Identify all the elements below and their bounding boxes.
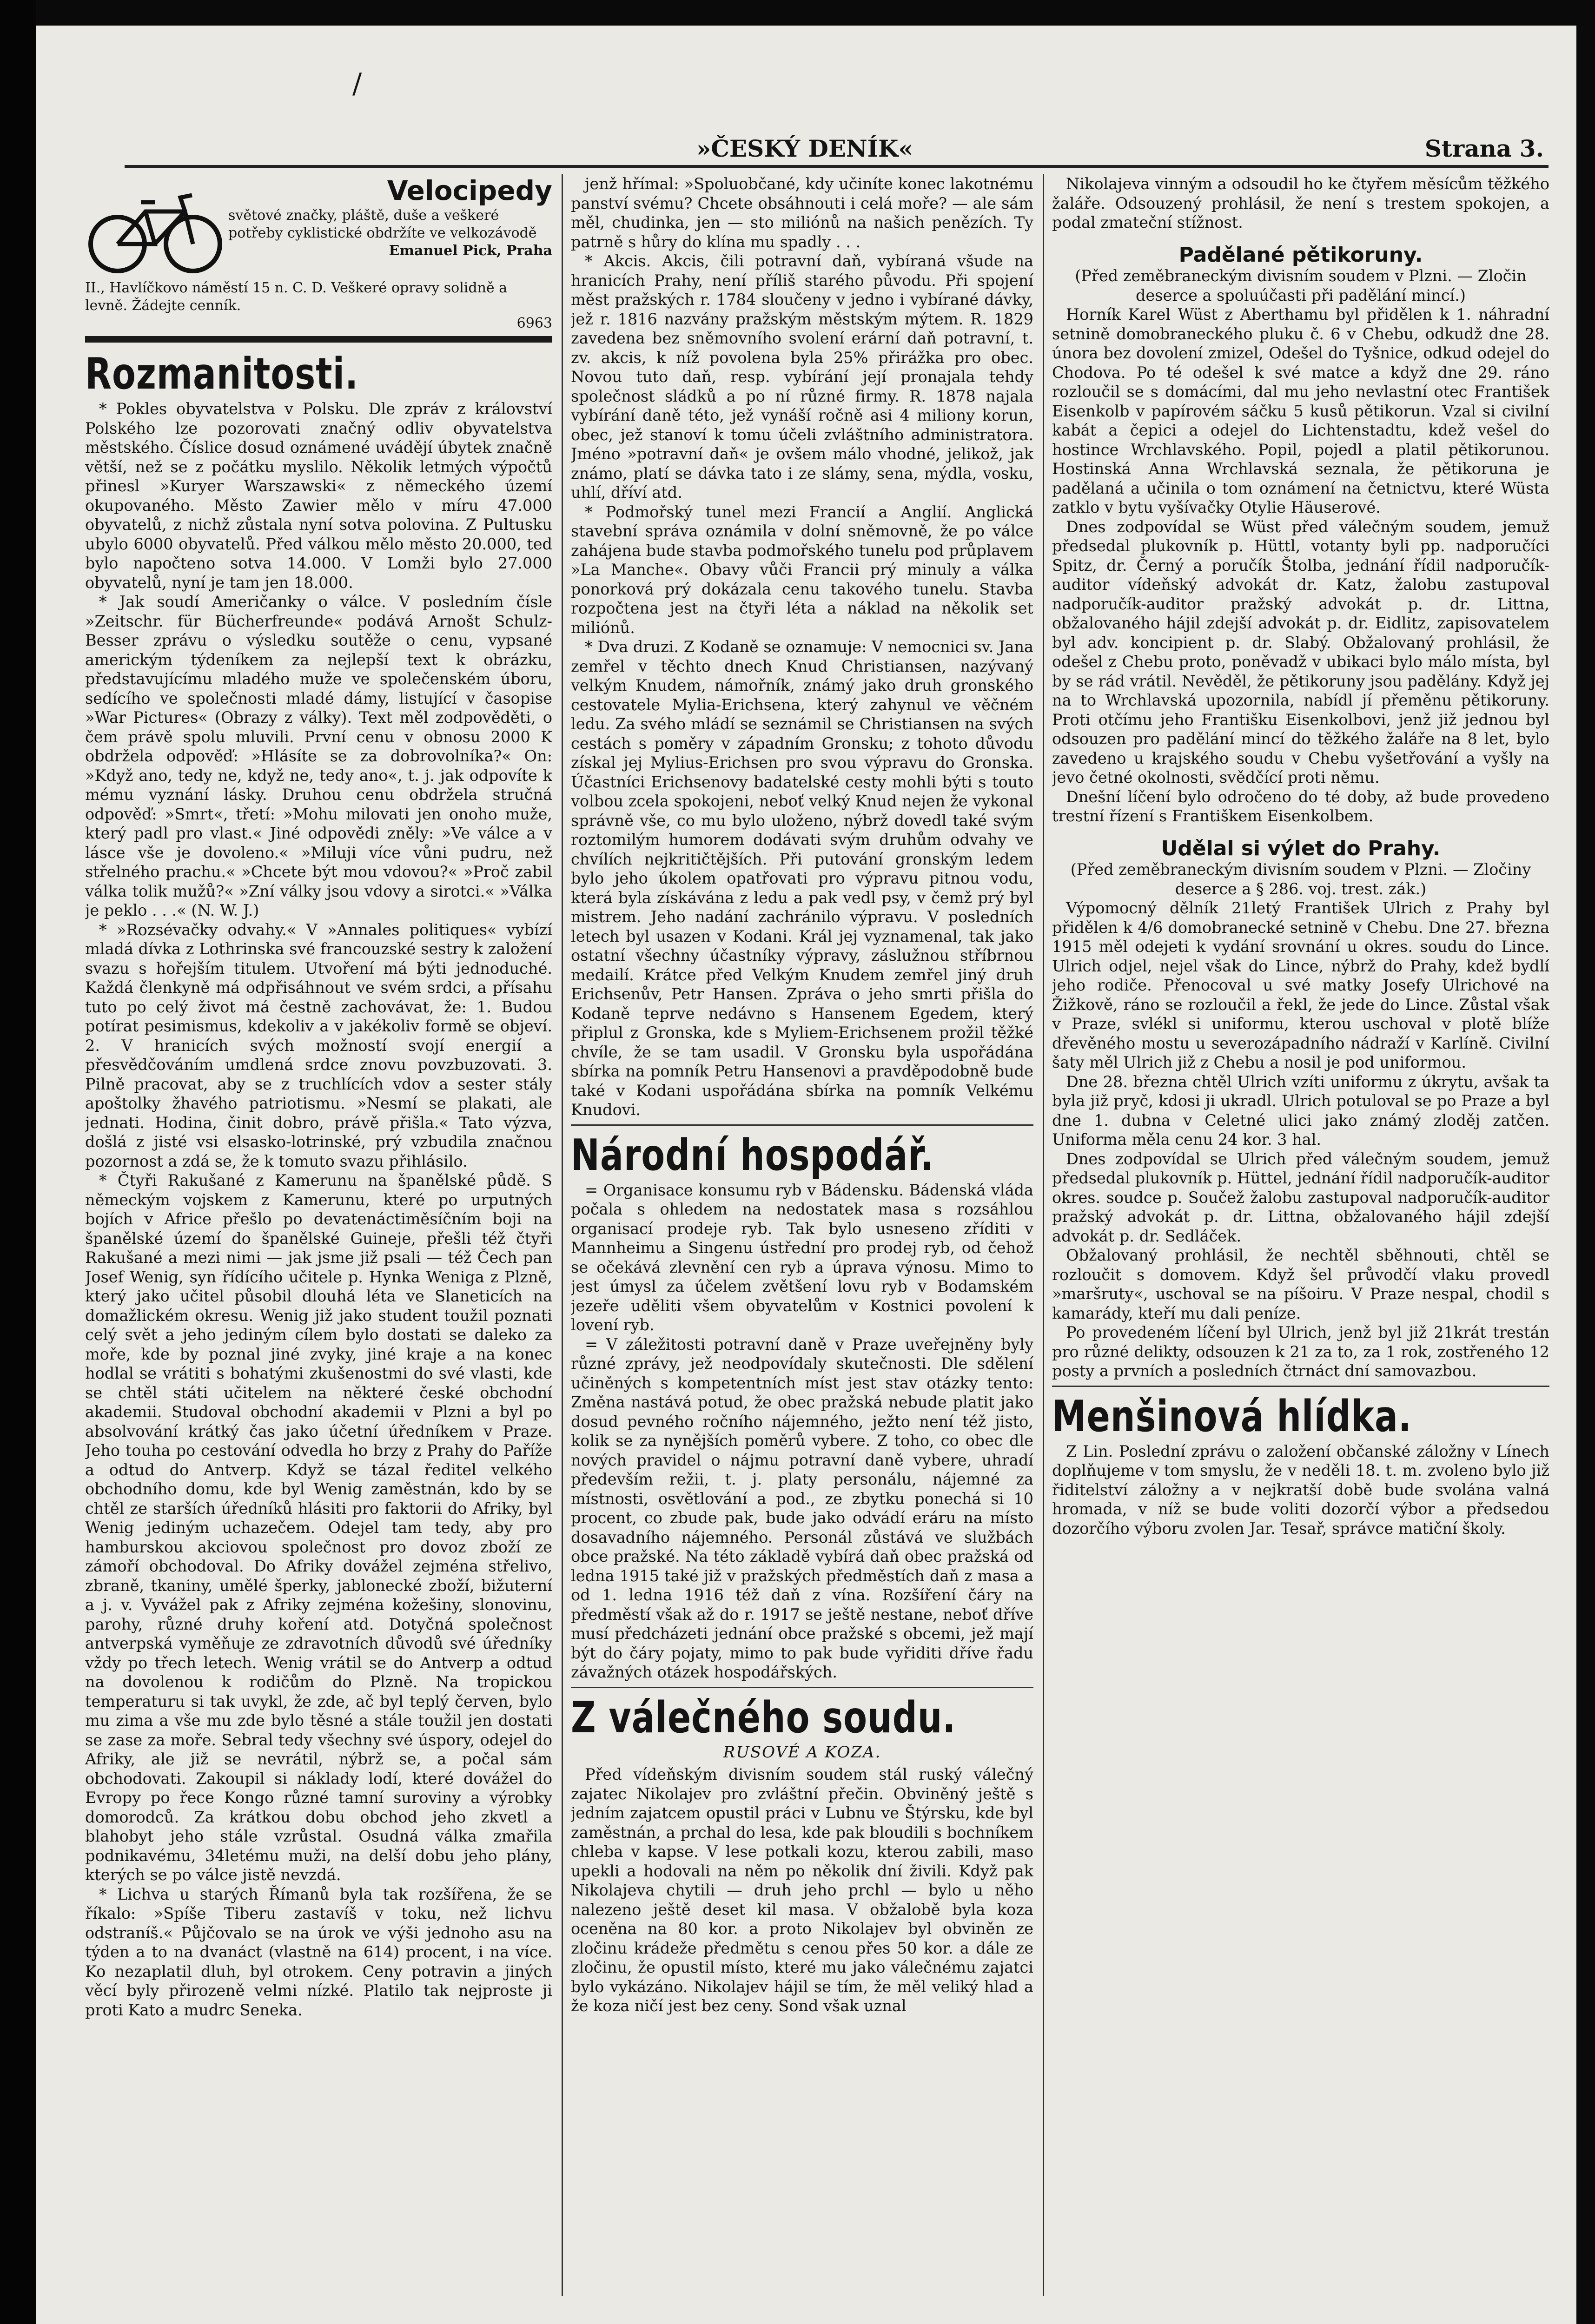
newspaper-title: »ČESKÝ DENÍK«	[696, 135, 913, 162]
article-wust-3: Dnešní líčení bylo odročeno do té doby, až bude provedeno trestní řízení s Františkem Eisenkolbem.	[1052, 787, 1549, 825]
newspaper-page	[36, 26, 1576, 2324]
article-kamerun: * Čtyři Rakušané z Kamerunu na španělské půdě. S německým vojskem z Kamerunu, které po urputných bojích v Africe přešlo po devatenáctiměsíčním boji na španělské území do španělské Guineje, přešli též čtyři Rakušané a mezi nimi — jak jsme již psali — též Čech pan Josef Wenig, syn řídícího učitele p. Hynka Weniga z Plzně, který jako učitel působil dlouhá léta ve Slaneticích na domažlickém okresu. Wenig již jako student toužil poznati celý svět a jeho jediným cílem bylo dostati se daleko za moře, kde by poznal jiné zvyky, jiné kraje a na konec hodlal se vrátiti s bohatými zkušenostmi do své vlasti, kde se chtěl státi učitelem na některé české obchodní akademii. Studoval obchodní akademii v Plzni a byl po absolvování krátký čas jako účetní úředníkem v Praze. Jeho touha po cestování odvedla ho brzy z Prahy do Paříže a odtud do Antverp. Když se tázal ředitel velkého obchodního domu, kde byl Wenig zaměstnán, kdo by se chtěl ze starších úředníků hlásiti pro faktorii do Afriky, byl Wenig jediným uchazečem. Odejel tam tedy, aby pro hamburskou akciovou společnost pro dovoz zboží ze zámoří obchodoval. Do Afriky dovážel zejména střelivo, zbraně, tkaniny, umělé šperky, jablonecké zboží, bižuterní a j. v. Vyvážel pak z Afriky zejména kožešiny, slonovinu, parohy, různé druhy koření atd. Dotyčná společnost antverpská vyměňuje ze zdravotních důvodů své úředníky vždy po třech letech. Wenig vrátil se do Antverp a odtud na dovolenou k rodičům do Plzně. Na tropickou temperaturu si tak uvykl, že zde, ač byl teplý červen, bylo mu zima a vše mu zde bylo těsné a stále toužil jen dostati se zase za moře. Sebral tedy všechny své úspory, odejel do Afriky, ale již se nevrátil, nýbrž se, a počal sám obchodovati. Zakoupil si náklady lodí, které dovážel do Evropy po řece Kongo různé tamní suroviny a výrobky domorodců. Za krátkou dobu obchod jeho zkvetl a blahobyt jeho stále vzrůstal. Osudná válka zmařila podnikavému, 34letému muži, na delší dobu jeho plány, kterých se po válce jistě nevzdá.	[85, 1171, 552, 1884]
ad-code: 6963	[516, 315, 552, 331]
article-wust-2: Dnes zodpovídal se Wüst před válečným soudem, jemuž předsedal plukovník p. Hüttl, votanty byli pp. nadporučíci Spitz, dr. Černý a poručík Štolba, jednání řídil nadporučík-auditor vídeňský advokát dr. Katz, žalobu zastupoval nadporučík-auditor pražský advokát p. dr. Littna, obžalovaného hájil zdejší advokát p. dr. Eidlitz, zapisovatelem byl adv. koncipient p. dr. Slabý. Obžalovaný prohlásil, že odešel z Chebu proto, poněvadž v ubikaci bylo málo místa, byl by se rád vrátil. Nevěděl, že pětikoruny jsou padělány. Když jej na to Wrchlavská upozornila, nabídl jí přeměnu pětikoruny. Proti otčímu jeho Františku Eisenkolbovi, jenž již jednou byl odsouzen pro padělání mincí do těžkého žaláře na 8 let, bylo zavedeno u krajského soudu v Chebu vyšetřování a vyšly na jevo četné okolnosti, svědčící proti němu.	[1052, 517, 1549, 786]
article-liny: Z Lin. Poslední zprávu o založení občanské záložny v Línech doplňujeme v tom smyslu, že v neděli 18. t. m. zvoleno bylo již řiditelství záložny a v nejkratší době bude svolána valná hromada, v níž se bude voliti dozorčí výbor a předsedou dozorčího výboru zvolen Jar. Tesař, správce matiční školy.	[1052, 1442, 1549, 1538]
column-rule-2	[1043, 174, 1044, 2296]
pencil-mark: /	[352, 67, 362, 100]
divider	[571, 1124, 1033, 1126]
article-ulrich-2: Dne 28. března chtěl Ulrich vzíti uniformu z úkrytu, avšak ta byla již pryč, kdosi ji ukradl. Ulrich potuloval se po Praze a byl dne 1. dubna v Celetné ulici jako známý zloděj zatčen. Uniforma měla cenu 24 kor. 3 hal.	[1052, 1072, 1549, 1149]
article-tunel: * Podmořský tunel mezi Francií a Anglií. Anglická stavební správa oznámila v dolní sněmovně, že po válce zahájena bude stavba podmořského tunelu pod průplavem »La Manche«. Obavy vůči Francii prý minuly a válka ponorková prý dokázala cenu takového tunelu. Stavba rozpočtena jest na čtyři léta a náklad na několik set miliónů.	[571, 502, 1033, 637]
heading-vylet-do-prahy: Udělal si výlet do Prahy.	[1161, 836, 1441, 860]
column-1	[85, 174, 552, 2301]
section-heading-mensinova-hlidka: Menšinová hlídka.	[1052, 1391, 1412, 1441]
divider	[1052, 1386, 1549, 1387]
column-3	[1052, 174, 1549, 2301]
column-2	[571, 174, 1033, 2301]
article-ryby: = Organisace konsumu ryb v Bádensku. Bádenská vláda počala s ohledem na nedostatek masa s rozsáhlou organisací prodeje ryb. Tak bylo usneseno zříditi v Mannheimu a Singenu ústřední pro prodej ryb, od čehož se očekává zlevnění cen ryb a úprava výnosu. Mimo to jest úmysl za účelem zvětšení lovu ryb v Bodamském jezeře uděliti všem obyvatelům v Kostnici povolení k lovení ryb.	[571, 1181, 1033, 1334]
article-ulrich-4: Obžalovaný prohlásil, že nechtěl sběhnouti, chtěl se rozloučit s domovem. Když šel průvodčí vlaku provedl »maršruty«, uschoval se na píšoiru. V Praze nespal, chodil s kamarády, kteří mu dali peníze.	[1052, 1246, 1549, 1322]
ad-body: světové značky, pláště, duše a veškeré potřeby cyklistické obdržíte ve velkozávodě	[228, 207, 537, 241]
ad-title: Velocipedy	[387, 175, 552, 206]
subheading-rusove-a-koza: RUSOVÉ A KOZA.	[723, 1743, 881, 1762]
article-pokles: * Pokles obyvatelstva v Polsku. Dle zpráv z království Polského lze pozorovati značný odliv obyvatelstva městského. Číslice dosud oznámené uvádějí úbytek značně větší, než se z počátku myslilo. Několik letmých výpočtů přinesl »Kuryer Warszawski« z německého území okupovaného. Město Zawier mělo v míru 47.000 obyvatelů, z nichž zůstala nyní sotva polovina. Z Pultusku ubylo 6000 obyvatelů. Před válkou mělo město 20.000, teď bylo napočteno sotva 14.000. V Lomži bylo 27.000 obyvatelů, nyní je tam jen 18.000.	[85, 400, 552, 592]
article-wust-1: Horník Karel Wüst z Aberthamu byl přidělen k 1. náhradní setnině domobraneckého pluku č. 6 v Chebu, odkudž dne 28. února bez dovolení zmizel, Odešel do Tyšnice, odkud odejel do Chodova. Po té odešel k své matce a když dne 29. ráno rozloučil se s domácími, dal mu jeho nevlastní otec František Eisenkolb v papírovém sáčku 5 kusů pětikorun. Vzal si civilní kabát a čepici a odejel do Lichtenstadtu, kdež vešel do hostince Wrchlavského. Popil, pojedl a platil pětikorunou. Hostinská Anna Wrchlavská seznala, že pětikoruna je padělaná a učinila o tom oznámení na četnictvu, které Wüsta zatklo v bytu vyšívačky Otylie Häuserové.	[1052, 305, 1549, 516]
article-koza-cont: Nikolajeva vinným a odsoudil ho ke čtyřem měsícům těžkého žaláře. Odsouzený prohlásil, že není s trestem spokojen, a podal zmateční stížnost.	[1052, 175, 1549, 231]
page-number: Strana 3.	[1424, 135, 1544, 162]
bicycle-icon	[85, 174, 225, 277]
header-rule	[125, 165, 1549, 168]
article-lichva: * Lichva u starých Římanů byla tak rozšířena, že se říkalo: »Spíše Tiberu zastavíš v toku, než lichvu odstraníš.« Půjčovalo se na úrok ve výši jednoho asu na týden a to na dvanáct (vlastně na 614) procent, i na více. Ko nezaplatil dluh, byl otrokem. Ceny potravin a jiných věcí byly přirozeně velmi nízké. Platilo tak nejproste ji proti Kato a mudrc Seneka.	[85, 1885, 552, 2019]
ad-bottom-bar	[85, 336, 552, 343]
article-akcis: * Akcis. Akcis, čili potravní daň, vybíraná všude na hranicích Prahy, není příliš starého původu. Při spojení měst pražských r. 1784 sloučeny v jedno i vybírané dávky, jež r. 1816 nazvány pražským městským mýtem. R. 1829 zavedena bez sněmovního svolení erární daň potravní, t. zv. akcis, k níž povolena byla 25% přirážka pro obec. Novou tuto daň, resp. vybírání její pronajala tehdy společnost sládků a po ní různé firmy. R. 1878 najala vybírání daně této, jež vynáší ročně asi 4 miliony korun, obec, jež stanoví k tomu účeli zvláštního administratora. Jméno »potravní daň« je ovšem málo vhodné, jelikož, jak známo, platí se dávka tato i ze slámy, sena, mýdla, vosku, uhlí, dříví atd.	[571, 252, 1033, 502]
article-dva-druzi: * Dva druzi. Z Kodaně se oznamuje: V nemocnici sv. Jana zemřel v těchto dnech Knud Christiansen, nazývaný velkým Knudem, námořník, známý jako druh gronského cestovatele Mylia-Erichsena, který zahynul ve věčném ledu. Za svého mládí se seznámil se Christiansen na svých cestách s poměry v západním Gronsku; z tohoto důvodu získal jej Mylius-Erichsen pro svou výpravu do Gronska. Účastníci Erichsenovy badatelské cesty mohli býti s touto volbou zcela spokojeni, neboť velký Knud nejen že vykonal správně vše, co mu bylo uloženo, nýbrž dovedl také svým roztomilým humorem dodávati svým druhům odvahy ve chvílích nejkritičtějších. Při putování gronským ledem bylo jeho úkolem opatřovati pro výpravu pitnou vodu, která byla získávána z ledu a pak vedl psy, v čemž prý byl mistrem. Jeho nadání zachránilo výpravu. V posledních letech byl usazen v Kodani. Král jej vyznamenal, tak jako ostatní všechny účastníky výpravy, záslužnou stříbrnou medailí. Krátce před Velkým Knudem zemřel jiný druh Erichsenův, Petr Hansen. Zpráva o jeho smrti přišla do Kodaně teprve nedávno s Hansenem Egedem, který připlul z Gronska, kde s Myliem-Erichsenem prožil těžké chvíle, že se tam usadil. V Gronsku byla uspořádána sbírka na pomník Petru Hansenovi a pravděpodobně bude také v Kodani uspořádána sbírka na pomník Velkému Knudovi.	[571, 638, 1033, 1119]
article-ulrich-5: Po provedeném líčení byl Ulrich, jenž byl již 21krát trestán pro různé delikty, odsouzen k 21 za to, za 1 rok, zostřeného 12 posty a prvních a posledních čtrnáct dní samovazbou.	[1052, 1323, 1549, 1380]
section-heading-valecny-soud: Z válečného soudu.	[571, 1692, 956, 1743]
bicycle-advertisement	[85, 174, 552, 277]
article-potravni-dan: = V záležitosti potravní daně v Praze uveřejněny byly různé zprávy, jež neodpovídaly skutečnosti. Dle sdělení učiněných s kompetentních míst jest stav otázky tento: Změna nastává potud, že obec pražská nebude platit jako dosud pevného ročního nájemného, ježto není též jisto, kolik se za nynějších poměrů vybere. Z toho, co obec dle nových pravidel o nájmu potravní daně vybere, uhradí především režii, t. j. platy personálu, nájemné za místnosti, osvětlování a pod., ze zbytku ponechá si 10 procent, co zbude pak, bude jako odvádí eráru na místo dosavadního nájemného. Personál zůstává ve službách obce pražské. Na této základě vybírá daň obec pražská od ledna 1915 také již v pražských předměstích daň z masa a od 1. ledna 1916 též daň z vína. Rozšíření čáry na předměstí však až do r. 1917 se ještě nestane, neboť dříve musí předcházeti jednání obce pražské s obcemi, jež mají být do čáry pojaty, mimo to pak bude vyřiditi dříve řadu závažných otázek hospodářských.	[571, 1335, 1033, 1681]
heading-padelane-petikoruny: Padělané pětikoruny.	[1178, 243, 1423, 267]
divider	[571, 1687, 1033, 1688]
article-rusove-a-koza: Před vídeňským divisním soudem stál ruský válečný zajatec Nikolajev pro zvláštní přečin. Obviněný ještě s jedním zajatcem opustil práci v Lubnu ve Štýrsku, kde byl zaměstnán, a prchal do lesa, kde pak bloudili s bochníkem chleba v kapse. V lese potkali kozu, kterou zabili, maso upekli a hodovali na něm po několik dní živili. Když pak Nikolajeva chytili — druh jeho prchl — bylo u něho nalezeno ještě deset kil masa. V obžalobě byla koza oceněna na 80 kor. a proto Nikolajev byl obviněn ze zločinu krádeže předmětu s cenou přes 50 kor. a dále ze zločinu, že opustil místo, které mu jako válečnému zajatci bylo vykázáno. Nikolajev hájil se tím, že měl veliký hlad a že koza ničí jest bez ceny. Sond však uznal	[571, 1765, 1033, 2015]
section-heading-rozmanitosti: Rozmanitosti.	[85, 349, 359, 399]
article-ulrich-3: Dnes zodpovídal se Ulrich před válečným soudem, jemuž předsedal plukovník p. Hüttel, jednání řídil nadporučík-auditor okres. soudce p. Součež žalobu zastupoval nadporučík-auditor pražský advokát p. dr. Littna, obžalovaného hájil zdejší advokát p. dr. Sedláček.	[1052, 1149, 1549, 1245]
article-ulrich-1: Výpomocný dělník 21letý František Ulrich z Prahy byl přidělen k 4/6 domobranecké setnině v Chebu. Dne 27. března 1915 měl odejeti k vydání srovnání u okres. soudu do Lince. Ulrich odjel, nejel však do Lince, nýbrž do Prahy, kdež bydlí jeho rodiče. Přenocoval u své matky Josefy Ulrichové na Žižkově, ráno se rozloučil a řekl, že jede do Lince. Zůstal však v Praze, svlékl si uniformu, kterou uschoval v plotě blíže dřevěného mostu u severozápadního nádraží v Karlíně. Civilní šaty měl Ulrich již z Chebu a nosil je pod uniformou.	[1052, 899, 1549, 1071]
section-heading-narodni-hospodar: Národní hospodář.	[571, 1130, 934, 1180]
column-rule-1	[562, 174, 563, 2296]
article-rozsevacky: * »Rozsévačky odvahy.« V »Annales politiques« vybízí mladá dívka z Lothrinska své francouzské sestry k založení svazu s hořejším titulem. Utvoření má býti jednoduché. Každá členkyně má odpřisáhnout ve svém srdci, a přísahu tuto po celý život má čestně zachovávat, že: 1. Budou potírat pesimismus, kdekoliv a v jakékoliv formě se objeví. 2. V hranicích svých možností svojí energií a přesvědčováním umdlená srdce znovu povzbuzovati. 3. Pilně pracovat, aby se z truchlících vdov a sester stály apoštolky žhavého patriotismu. »Nesmí se plakati, ale jednati. Hodina, činit dobro, právě přišla.« Tato výzva, došlá z jisté vsi elsasko-lotrinské, prý vzbudila značnou pozornost a zdá se, že k tomuto svazu přihlásilo.	[85, 920, 552, 1170]
subheading-vylet: (Před zeměbraneckým divisním soudem v Plzni. — Zločiny deserce a § 286. voj. trest. zák.)	[1070, 860, 1531, 898]
binding-edge	[0, 0, 36, 2324]
ad-firm: Emanuel Pick, Praha	[389, 243, 552, 259]
article-lichva-cont: jenž hřímal: »Spoluobčané, kdy učiníte konec lakotnému panství svému? Chcete obsáhnouti i celá moře? — ale sám měl, chudinka, jen — sto miliónů na našich penězích. Ty patrně s hůry do klína mu spadly . . .	[571, 175, 1033, 251]
ad-address: II., Havlíčkovo náměstí 15 n. C. D. Veškeré opravy solidně a levně. Žádejte cenník.	[85, 280, 508, 314]
article-americanky: * Jak soudí Američanky o válce. V posledním čísle »Zeitschr. für Bücherfreunde« podává Arnošt Schulz-Besser zprávu o výsledku soutěže o cenu, vypsané americkým týdeníkem za nejlepší text k obrázku, představujícímu mladého muže ve společenském úboru, sedícího ve společnosti mladé dámy, listující v časopise »War Pictures« (Obrazy z války). Text měl zodpověděti, o čem právě spolu mluvili. První cenu v obnosu 2000 K obdržela odpověď: »Hlásíte se za dobrovolníka?« On: »Když ano, tedy ne, když ne, tedy ano«, t. j. jak odpovíte k mému vyznání lásky. Druhou cenu obdržela stručná odpověď: »Smrt«, třetí: »Mohu milovati jen onoho muže, který padl pro vlast.« Jiné odpovědi zněly: »Ve válce a v lásce vše je dovoleno.« »Miluji více vůni pudru, než střelného prachu.« »Chcete být mou vdovou?« »Proč zabil válka tolik mužů?« »Zní války jsou vdovy a sirotci.« »Válka je peklo . . .« (N. W. J.)	[85, 593, 552, 919]
subheading-padelane: (Před zeměbraneckým divisním soudem v Plzni. — Zločin deserce a spoluúčasti při padělání mincí.)	[1075, 267, 1527, 304]
